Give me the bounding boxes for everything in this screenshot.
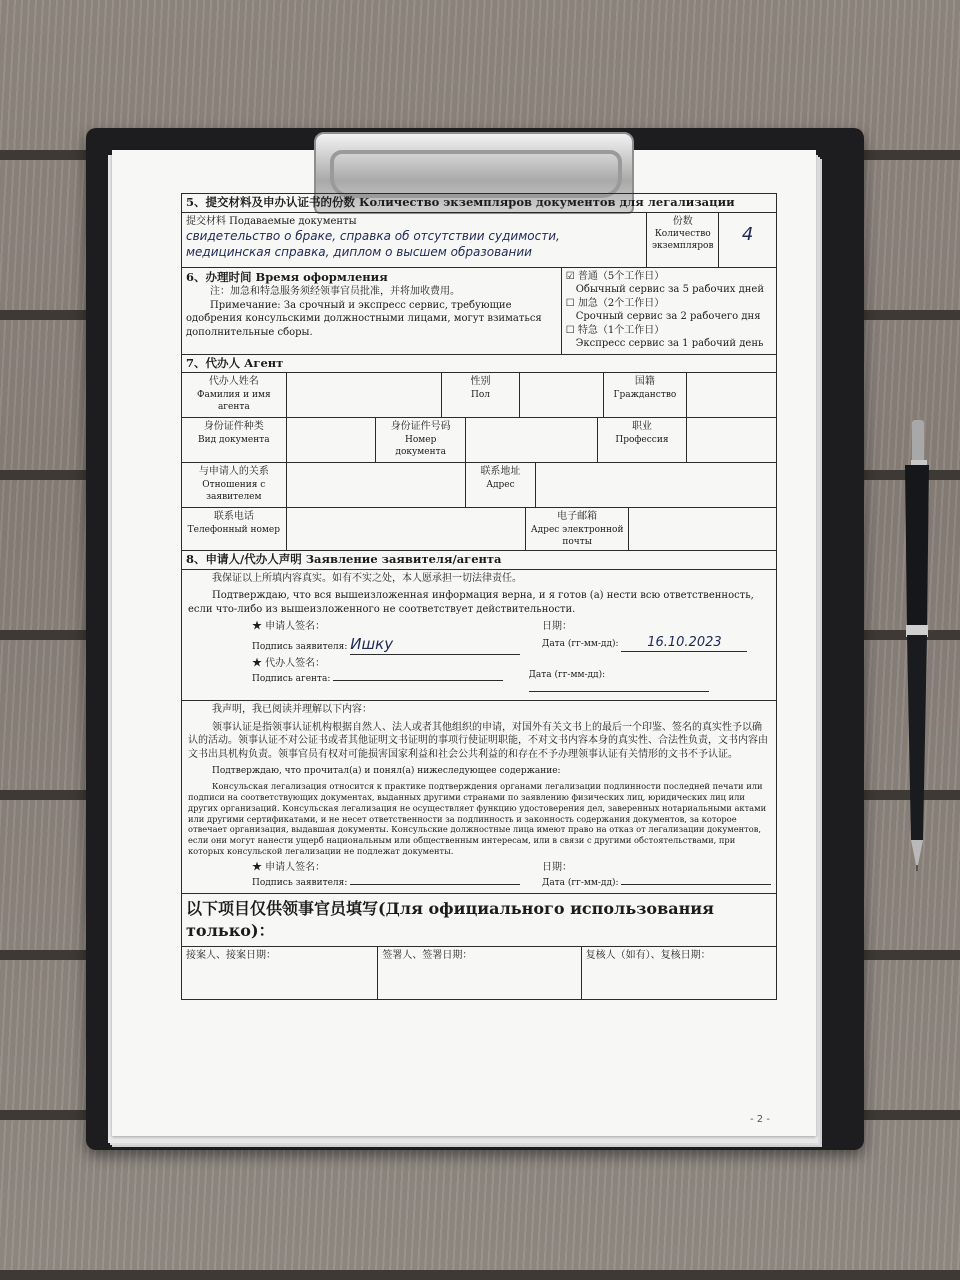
sex-label-ru: Пол	[470, 389, 490, 400]
agent-date-field[interactable]	[529, 681, 709, 692]
service-option-urgent-ru: Срочный сервис за 2 рабочего дня	[575, 311, 761, 323]
nationality-label-cn: 国籍	[634, 376, 655, 388]
phone-label-cn: 联系电话	[213, 511, 254, 523]
read-statement-cn: 我声明，我已阅读并理解以下内容：	[212, 704, 372, 716]
copies-value[interactable]: 4	[718, 213, 776, 267]
date2-label-cn: 日期：	[542, 861, 572, 873]
email-field[interactable]	[628, 508, 776, 550]
section-5-title: 5、提交材料及申办认证书的份数 Количество экземпляров документов для легализации	[186, 195, 735, 209]
section-7-title-ru: Агент	[244, 355, 284, 370]
agent-name-label-cn: 代办人姓名	[208, 376, 259, 388]
date2-label-ru: Дата (гг-мм-дд):	[542, 878, 619, 889]
materials-label: 提交材料 Подаваемые документы	[186, 215, 357, 227]
email-label-cn: 电子邮箱	[557, 511, 598, 523]
section-8-title-ru: Заявление заявителя/агента	[305, 552, 502, 567]
service-option-urgent[interactable]: ☐ 加急（2个工作日）	[565, 297, 665, 309]
doc-type-field[interactable]	[286, 418, 376, 462]
agent-name-label-ru: Фамилия и имя агента	[197, 389, 271, 412]
service-option-regular[interactable]: ☑ 普通（5个工作日）	[565, 270, 665, 282]
relation-label-ru: Отношения с заявителем	[202, 479, 266, 502]
doc-number-field[interactable]	[465, 418, 597, 462]
nationality-field[interactable]	[686, 373, 776, 417]
section-processing-time	[181, 267, 777, 354]
legalization-text-cn: 领事认证是指领事认证机构根据自然人、法人或者其他组织的申请，对国外有关文书上的最后一个印鉴、签名的真实性予以确认的活动。领事认证不对公证书或者其他证明文书证明的事项行使证明职能，不对文书内容本身的真实性、合法性负责，文书内容由文书出具机构负责。领事官员有权对可能损害国家利益和社会公共利益的和存在不予办理领事认证有关情形的文书不予认证。	[188, 721, 768, 760]
address-label-ru: Адрес	[486, 479, 515, 490]
address-label-cn: 联系地址	[480, 466, 521, 478]
occupation-label-ru: Профессия	[615, 434, 669, 445]
agent-signature-label-cn: ★ 代办人签名：	[252, 657, 326, 669]
occupation-label-cn: 职业	[631, 421, 652, 433]
applicant-signature2-label-ru: Подпись заявителя:	[252, 878, 348, 889]
legalization-form	[181, 193, 777, 1000]
date-label-cn: 日期：	[542, 621, 572, 633]
service-option-express[interactable]: ☐ 特急（1个工作日）	[565, 324, 665, 336]
declaration-cn: 我保证以上所填内容真实。如有不实之处，本人愿承担一切法律责任。	[212, 572, 522, 584]
reviewer-field: 复核人（如有）、复核日期：	[581, 947, 776, 999]
relation-field[interactable]	[286, 463, 465, 507]
section-agent	[181, 354, 777, 551]
processing-note-cn: 注：加急和特急服务须经领事官员批准，并将加收费用。	[210, 286, 460, 298]
sex-field[interactable]	[519, 373, 603, 417]
agent-date-label-ru: Дата (гг-мм-дд):	[528, 669, 606, 680]
nationality-label-ru: Гражданство	[613, 389, 677, 400]
applicant-signature-label-ru: Подпись заявителя:	[252, 641, 348, 652]
agent-signature-field[interactable]	[333, 670, 503, 681]
applicant-signature2-label-cn: ★ 申请人签名：	[252, 861, 326, 873]
occupation-field[interactable]	[686, 418, 776, 462]
service-option-regular-ru: Обычный сервис за 5 рабочих дней	[575, 284, 765, 296]
sex-label-cn: 性别	[470, 376, 491, 388]
section-6-title-ru: Время оформления	[255, 269, 388, 284]
address-field[interactable]	[535, 463, 776, 507]
section-documents	[181, 193, 777, 267]
checkbox-icon[interactable]: ☐	[565, 297, 575, 309]
agent-name-field[interactable]	[286, 373, 441, 417]
page-number: - 2 -	[750, 1114, 770, 1125]
section-8-title-cn: 8、申请人/代办人声明	[186, 552, 302, 567]
agent-signature-label-ru: Подпись агента:	[252, 674, 331, 685]
applicant-signature-field[interactable]: Ишку	[350, 634, 520, 655]
section-declaration	[181, 550, 777, 893]
phone-label-ru: Телефонный номер	[187, 524, 281, 535]
section-6-title-cn: 6、办理时间	[186, 269, 252, 284]
read-statement-ru: Подтверждаю, что прочитал(а) и понял(а) нижеследующее содержание:	[212, 766, 561, 777]
service-option-express-ru: Экспресс сервис за 1 рабочий день	[575, 338, 764, 350]
official-use-title: 以下项目仅供领事官员填写(Для официального использования только)：	[186, 899, 714, 940]
signer-field: 签署人、签署日期：	[377, 947, 580, 999]
processing-note-ru: Примечание: За срочный и экспресс сервис, требующие одобрения консульскими должностными лицами, могут взиматься дополнительные сборы.	[186, 299, 542, 338]
copies-label-cn: 份数	[672, 215, 693, 227]
email-label-ru: Адрес электронной почты	[530, 524, 624, 547]
binder-clip-wire	[330, 150, 622, 198]
section-official-use	[181, 893, 777, 999]
applicant-signature-label-cn: ★ 申请人签名：	[252, 621, 326, 633]
materials-handwritten-1: свидетельство о браке, справка об отсутствии судимости,	[186, 229, 560, 244]
date-label-ru: Дата (гг-мм-дд):	[542, 638, 619, 649]
declaration-ru: Подтверждаю, что вся вышеизложенная информация верна, и я готов (а) нести всю ответственность, если что-либо из вышеизложенного не соответствует действительности.	[188, 590, 754, 615]
materials-handwritten-2: медицинская справка, диплом о высшем образовании	[186, 245, 532, 260]
section-7-title-cn: 7、代办人	[186, 355, 241, 370]
applicant-signature2-field[interactable]	[350, 874, 520, 885]
legalization-text-ru: Консульская легализация относится к практике подтверждения органами легализации подлинности последней печати или подписи на соответствующих документах, выданных другими странами по заявлению физических лиц, юридических лиц или других организаций. Консульская легализация не осуществляет функцию удостоверения дел, заверенных нотариальными актами или другими сертификатами, и не несет ответственности за подлинность и законность содержания документов, за которое отвечает организация, выдавшая документы. Консульские должностные лица имеют право на отказ от легализации документов, если они могут нанести ущерб национальным или общественным интересам, или в связи с другими обстоятельствами, при которых консульской легализации не подлежат документы.	[188, 781, 767, 856]
copies-label-ru: Количество экземпляров	[652, 229, 714, 252]
doc-number-label-cn: 身份证件号码	[390, 421, 451, 433]
doc-type-label-cn: 身份证件种类	[203, 421, 264, 433]
date-field[interactable]: 16.10.2023	[621, 634, 747, 653]
date2-field[interactable]	[621, 874, 771, 885]
receiver-field: 接案人、接案日期：	[186, 949, 276, 961]
checkbox-checked-icon[interactable]: ☑	[565, 270, 575, 282]
doc-type-label-ru: Вид документа	[198, 434, 270, 445]
checkbox-icon[interactable]: ☐	[565, 324, 575, 336]
phone-field[interactable]	[286, 508, 525, 550]
doc-number-label-ru: Номер документа	[395, 434, 446, 457]
pen-icon	[900, 420, 934, 880]
relation-label-cn: 与申请人的关系	[198, 466, 269, 478]
